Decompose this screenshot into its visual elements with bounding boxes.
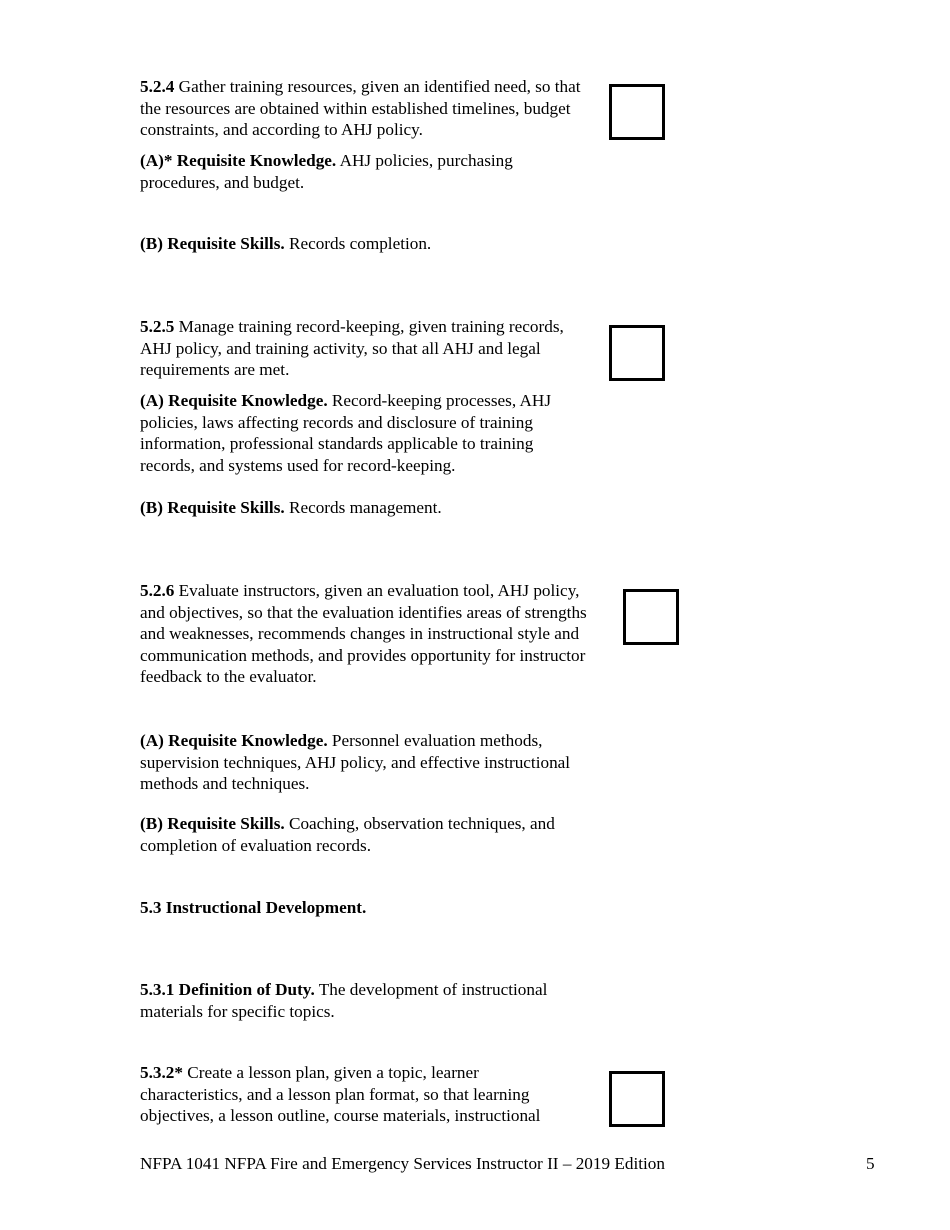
jpr-5-2-4 <box>140 76 590 141</box>
checkbox-5-2-6[interactable] <box>623 589 679 645</box>
jpr-number: 5.2.4 <box>140 77 175 96</box>
checkbox-5-2-5[interactable] <box>609 325 665 381</box>
jpr-text: Create a lesson plan, given a topic, learner characteristics, and a lesson plan format, so that learning objectives, a lesson outline, course materials, instructional <box>140 1063 541 1126</box>
footer-title: NFPA 1041 NFPA Fire and Emergency Services Instructor II – 2019 Edition <box>140 1154 665 1173</box>
requisite-skills-5-2-5 <box>140 497 590 519</box>
requisite-label: (A) Requisite Knowledge. <box>140 731 328 750</box>
page-number: 5 <box>866 1154 875 1173</box>
requisite-label: (B) Requisite Skills. <box>140 814 285 833</box>
definition-text: The development of instructional materials for specific topics. <box>140 980 548 1021</box>
section-heading: 5.3 Instructional Development. <box>140 898 367 917</box>
requisite-knowledge-5-2-5 <box>140 390 592 476</box>
jpr-text: Gather training resources, given an identified need, so that the resources are obtained within established timelines, budget constraints, and according to AHJ policy. <box>140 77 581 140</box>
requisite-label: (B) Requisite Skills. <box>140 498 285 517</box>
jpr-number: 5.2.6 <box>140 581 175 600</box>
requisite-text: AHJ policies, purchasing procedures, and budget. <box>140 151 513 192</box>
requisite-label: (A)* Requisite Knowledge. <box>140 151 337 170</box>
requisite-text: Records completion. <box>284 234 432 253</box>
requisite-label: (A) Requisite Knowledge. <box>140 391 328 410</box>
definition-label: 5.3.1 Definition of Duty. <box>140 980 315 999</box>
section-heading-5-3 <box>140 897 590 919</box>
requisite-skills-5-2-6 <box>140 813 595 856</box>
jpr-text: Manage training record-keeping, given training records, AHJ policy, and training activity, so that all AHJ and legal requirements are met. <box>140 317 564 380</box>
jpr-number: 5.3.2* <box>140 1063 183 1082</box>
jpr-number: 5.2.5 <box>140 317 175 336</box>
requisite-text: Personnel evaluation methods, supervision techniques, AHJ policy, and effective instructional methods and techniques. <box>140 731 571 794</box>
jpr-text: Evaluate instructors, given an evaluation tool, AHJ policy, and objectives, so that the evaluation identifies areas of strengths and weaknesses, recommends changes in instructional style and communication methods, and provides opportunity for instructor feedback to the evaluator. <box>140 581 587 687</box>
requisite-text: Records management. <box>284 498 442 517</box>
jpr-5-3-2 <box>140 1062 580 1127</box>
checkbox-5-2-4[interactable] <box>609 84 665 140</box>
jpr-5-2-5 <box>140 316 580 381</box>
requisite-label: (B) Requisite Skills. <box>140 234 285 253</box>
requisite-text: Coaching, observation techniques, and completion of evaluation records. <box>140 814 555 855</box>
requisite-text: Record-keeping processes, AHJ policies, laws affecting records and disclosure of training information, professional standards applicable to training records, and systems used for record-keeping. <box>140 391 552 475</box>
checkbox-5-3-2[interactable] <box>609 1071 665 1127</box>
jpr-5-2-6 <box>140 580 592 688</box>
requisite-skills-5-2-4 <box>140 233 590 255</box>
definition-of-duty-5-3-1 <box>140 979 590 1022</box>
requisite-knowledge-5-2-6 <box>140 730 592 795</box>
requisite-knowledge-5-2-4 <box>140 150 590 193</box>
